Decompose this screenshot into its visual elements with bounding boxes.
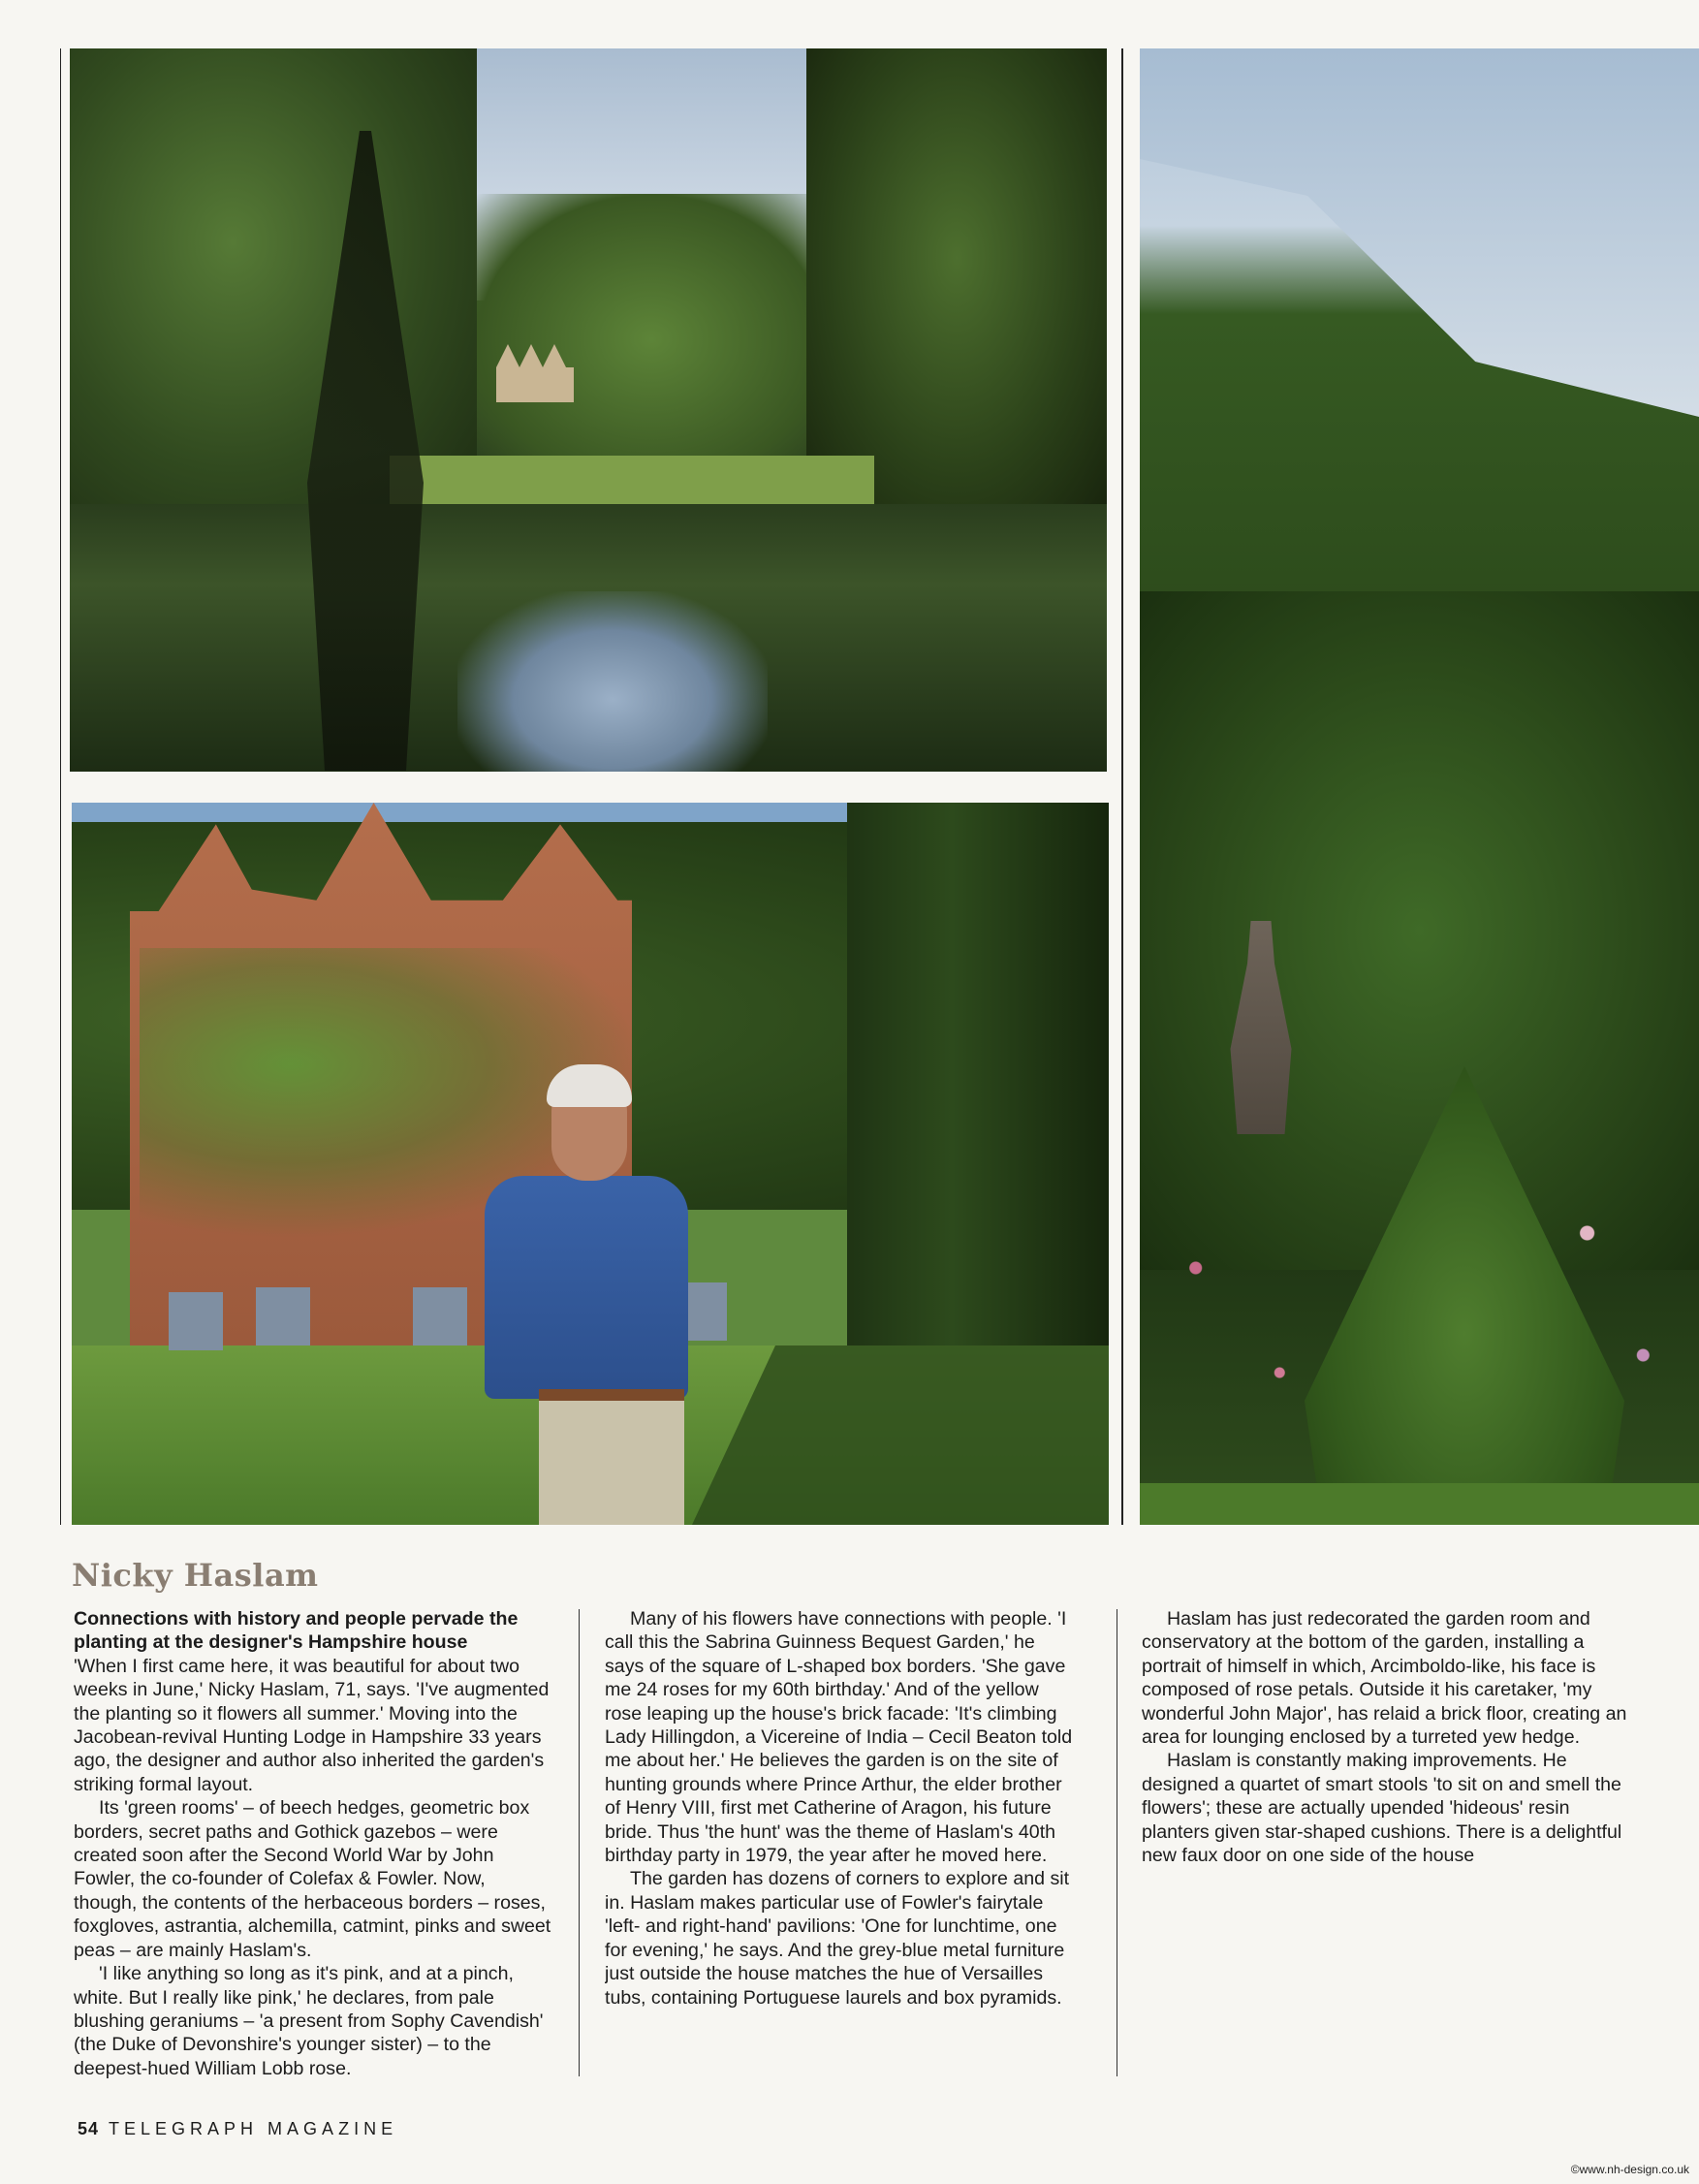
photo-frame-left (60, 48, 61, 1525)
article-paragraph: The garden has dozens of corners to explore and sit in. Haslam makes particular use of Fowler's fairytale 'left- and right-hand' pavilions: 'One for lunchtime, one for evening,' he says. And the grey-blue metal furniture just outside the house matches the hue of Versailles tubs, containing Portuguese laurels and box pyramids. (605, 1868, 1070, 2009)
article-paragraph: Haslam is constantly making improvements. He designed a quartet of smart stools 'to sit on and smell the flowers'; these are actually upended 'hideous' resin planters given star-shaped cushions. There is a delightful new faux door on one side of the house (1142, 1750, 1622, 1867)
article-standfirst: Connections with history and people pervade the planting at the designer's Hampshire house (74, 1608, 519, 1654)
photo-divider (1121, 48, 1123, 1525)
publication-name: TELEGRAPH MAGAZINE (109, 2119, 398, 2138)
article-byline: Nicky Haslam (72, 1557, 319, 1594)
article-column-3 (1142, 1607, 1629, 2080)
article-paragraph: 'I like anything so long as it's pink, and at a pinch, white. But I really like pink,' he declares, from pale blushing geraniums – 'a present from Sophy Cavendish' (the Duke of Devonshire's younger sister) – to the deepest-hued William Lobb rose. (74, 1963, 544, 2079)
article-paragraph: 'When I first came here, it was beautiful for about two weeks in June,' Nicky Haslam, 71, says. 'I've augmented the planting so it flowers all summer.' Moving into the Jacobean-revival Hunting Lodge in Hampshire 33 years ago, the designer and author also inherited the garden's striking formal layout. (74, 1655, 550, 1795)
article-paragraph: Its 'green rooms' – of beech hedges, geometric box borders, secret paths and Gothick gazebos – were created soon after the Second World War by John Fowler, the co-founder of Colefax & Fowler. Now, though, the contents of the herbaceous borders – roses, foxgloves, astrantia, alchemilla, catmint, pinks and sweet peas – are mainly Haslam's. (74, 1797, 551, 1961)
article-paragraph: Haslam has just redecorated the garden room and conservatory at the bottom of the garden, installing a portrait of himself in which, Arcimboldo-like, his face is composed of rose petals. Outside it his caretaker, 'my wonderful John Major', has relaid a brick floor, creating an area for lounging enclosed by a turreted yew hedge. (1142, 1608, 1627, 1749)
article-column-2 (605, 1607, 1078, 2080)
page-number: 54 (78, 2119, 100, 2138)
article-paragraph: Many of his flowers have connections with people. 'I call this the Sabrina Guinness Bequest Garden,' he says of the square of L-shaped box borders. 'She gave me 24 roses for my 60th birthday.' And of the yellow rose leaping up the house's brick facade: 'It's climbing Lady Hillingdon, a Vicereine of India – Cecil Beaton told me about her.' He believes the garden is on the site of hunting grounds where Prince Arthur, the elder brother of Henry VIII, first met Catherine of Aragon, his future bride. Thus 'the hunt' was the theme of Haslam's 40th birthday party in 1979, the year after he moved here. (605, 1608, 1073, 1867)
photo-lake-reflection (70, 48, 1107, 772)
image-credit: ©www.nh-design.co.uk (1570, 2163, 1689, 2176)
article-column-1 (74, 1607, 552, 2080)
photo-haslam-portrait (72, 803, 1109, 1525)
photo-statue-hedge (1140, 48, 1699, 1525)
page-folio (78, 2119, 397, 2139)
column-rule (579, 1609, 580, 2076)
